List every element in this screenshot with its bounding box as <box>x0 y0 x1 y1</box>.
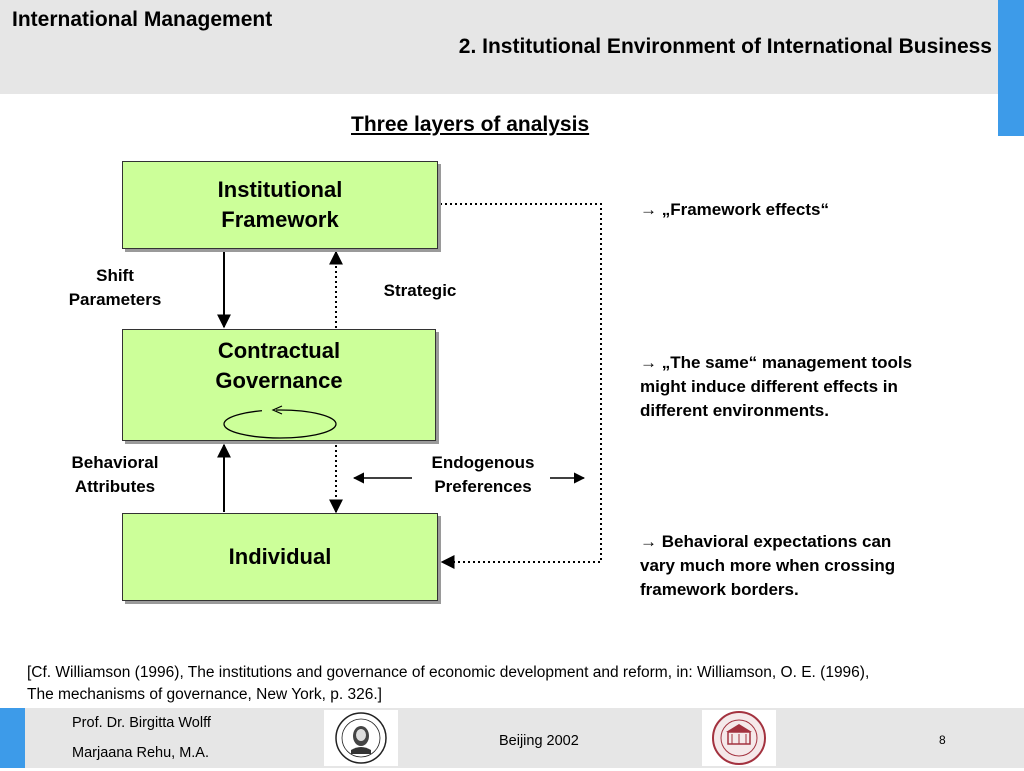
strategic-label: Strategic <box>383 281 457 300</box>
note-behavioral-expectations <box>640 530 895 602</box>
behavioral-attributes-line-2: Attributes <box>74 477 156 496</box>
footer-event: Beijing 2002 <box>499 733 579 749</box>
note-framework-effects <box>640 198 829 222</box>
magdeburg-university-logo <box>324 710 398 766</box>
footer-accent-bar <box>0 708 25 768</box>
slide-heading: Three layers of analysis <box>351 113 590 136</box>
behavioral-attributes-label <box>50 451 180 499</box>
endogenous-preferences-line-1: Endogenous <box>431 453 535 472</box>
citation-line-1: [Cf. Williamson (1996), The institutions and governance of economic development and reform, in: Williamson, O. E. (1996), <box>27 664 870 681</box>
note-2-line-2: might induce different effects in <box>640 377 898 396</box>
contractual-governance-line-1: Contractual <box>217 338 341 363</box>
course-title: International Management <box>12 8 273 31</box>
contractual-governance-line-2: Governance <box>215 368 343 393</box>
note-3-line-3: framework borders. <box>640 580 799 599</box>
individual-box <box>122 513 438 601</box>
endogenous-preferences-label <box>413 451 553 499</box>
beijing-normal-university-logo <box>702 710 776 766</box>
note-2-line-3: different environments. <box>640 401 829 420</box>
note-3-line-1: → Behavioral expectations can <box>640 532 892 551</box>
note-2-line-1: → „The same“ management tools <box>640 353 913 372</box>
chapter-title: 2. Institutional Environment of International Business <box>458 35 992 58</box>
note-management-tools <box>640 351 912 423</box>
footer-author-1: Prof. Dr. Birgitta Wolff <box>72 715 211 731</box>
individual-label: Individual <box>228 544 332 569</box>
shift-parameters-line-1: Shift <box>96 266 134 285</box>
note-1-line-1: → „Framework effects“ <box>640 200 829 219</box>
magdeburg-seal-icon <box>324 710 398 766</box>
institutional-framework-line-1: Institutional <box>217 177 343 202</box>
citation <box>27 662 987 706</box>
behavioral-attributes-line-1: Behavioral <box>71 453 159 472</box>
endogenous-preferences-line-2: Preferences <box>434 477 532 496</box>
shift-parameters-label <box>50 264 180 312</box>
citation-line-2: The mechanisms of governance, New York, p. 326.] <box>27 686 382 703</box>
institutional-framework-line-2: Framework <box>221 207 339 232</box>
note-3-line-2: vary much more when crossing <box>640 556 896 575</box>
footer-author-2: Marjaana Rehu, M.A. <box>72 745 210 761</box>
shift-parameters-line-2: Parameters <box>68 290 162 309</box>
beijing-normal-seal-icon <box>702 710 776 766</box>
page-number: 8 <box>939 733 946 747</box>
